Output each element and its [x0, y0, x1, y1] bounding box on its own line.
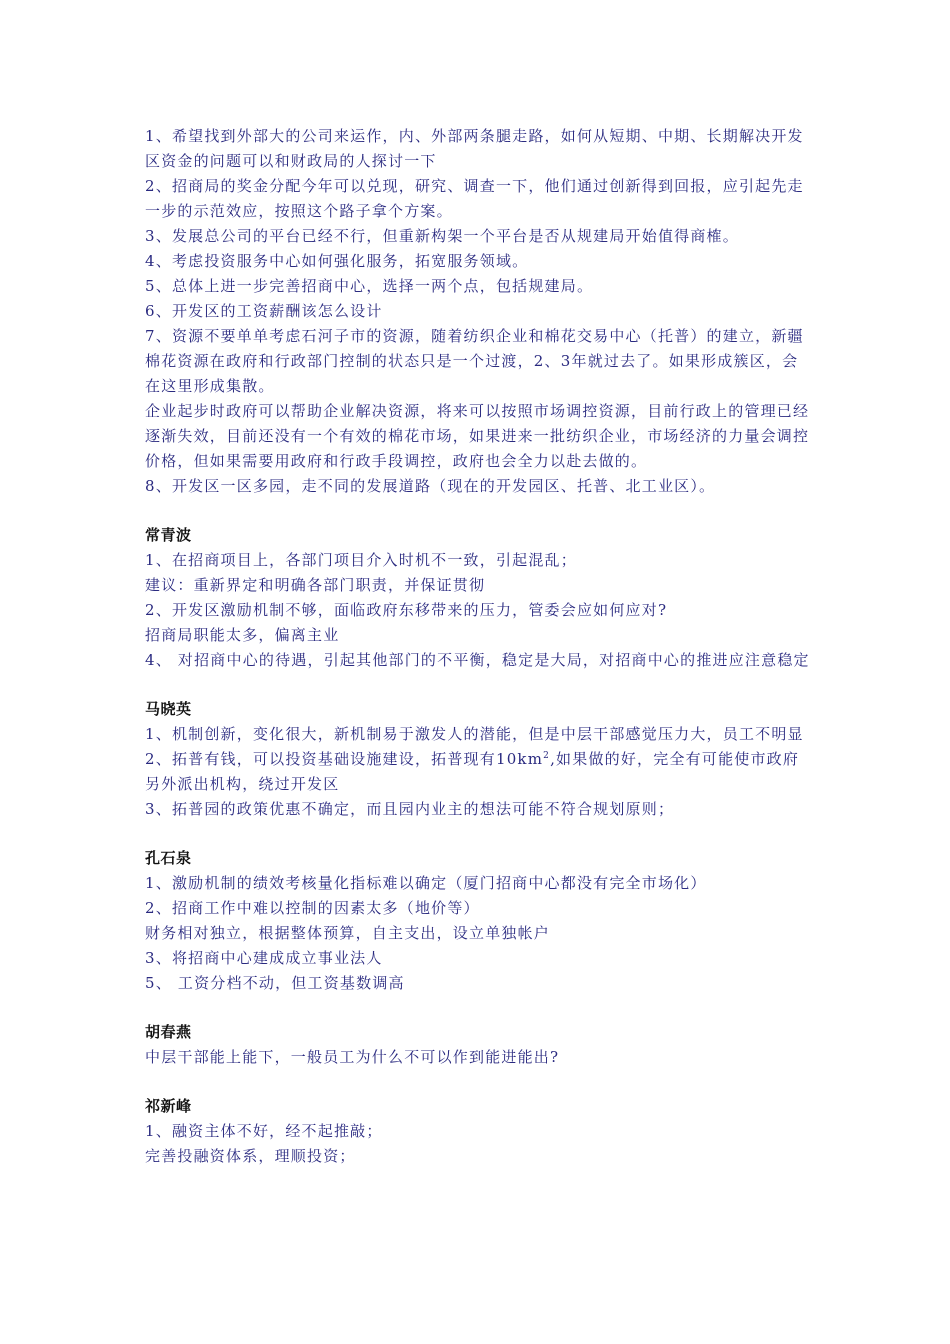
hu-line-1: 中层干部能上能下，一般员工为什么不可以作到能进能出?: [145, 1048, 560, 1066]
ma-line-1: 1、机制创新，变化很大，新机制易于激发人的潜能，但是中层干部感觉压力大，员工不明显: [145, 725, 804, 743]
speaker-heading-hu: 胡春燕: [145, 1023, 192, 1041]
ma-line-3: 3、拓普园的政策优惠不确定，而且园内业主的想法可能不符合规划原则；: [145, 800, 675, 818]
qi-line-2: 完善投融资体系，理顺投资；: [145, 1147, 356, 1165]
intro-item-1: 1、希望找到外部大的公司来运作，内、外部两条腿走路，如何从短期、中期、长期解决开发区资金的问题可以和财政局的人探讨一下: [145, 127, 804, 170]
ma-line-2-text-rest: ,如果做的好，完全有可能使市政府另外派出机构，绕过开发区: [145, 750, 800, 793]
intro-item-5: 5、总体上进一步完善招商中心，选择一两个点，包括规建局。: [145, 277, 594, 295]
intro-item-2: 2、招商局的奖金分配今年可以兑现，研究、调查一下，他们通过创新得到回报，应引起先走一步的示范效应，按照这个路子拿个方案。: [145, 177, 804, 220]
document-body: [145, 124, 811, 1169]
intro-item-4: 4、考虑投资服务中心如何强化服务，拓宽服务领域。: [145, 252, 529, 270]
ma-line-2-text: 2、拓普有钱，可以投资基础设施建设，拓普现有10km: [145, 750, 544, 768]
intro-item-7-continued: 企业起步时政府可以帮助企业解决资源，将来可以按照市场调控资源，目前行政上的管理已经逐渐失效，目前还没有一个有效的棉花市场，如果进来一批纺织企业，市场经济的力量会调控价格，但如果需要用政府和行政手段调控，政府也会全力以赴去做的。: [145, 402, 810, 470]
intro-item-8: 8、开发区一区多园，走不同的发展道路（现在的开发园区、托普、北工业区）。: [145, 477, 716, 495]
kong-line-4: 3、将招商中心建成成立事业法人: [145, 949, 383, 967]
superscript-2: 2: [543, 751, 551, 761]
intro-item-7: 7、资源不要单单考虑石河子市的资源，随着纺织企业和棉花交易中心（托普）的建立，新疆棉花资源在政府和行政部门控制的状态只是一个过渡，2、3年就过去了。如果形成簇区，会在这里形成集散。: [145, 327, 804, 395]
section-gap: [145, 996, 811, 1020]
speaker-heading-ma: 马晓英: [145, 700, 192, 718]
chang-line-4: 招商局职能太多，偏离主业: [145, 626, 340, 644]
chang-line-1: 1、在招商项目上，各部门项目介入时机不一致，引起混乱；: [145, 551, 577, 569]
section-gap: [145, 822, 811, 846]
speaker-heading-qi: 祁新峰: [145, 1097, 192, 1115]
section-gap: [145, 673, 811, 697]
chang-line-3: 2、开发区激励机制不够，面临政府东移带来的压力，管委会应如何应对?: [145, 601, 668, 619]
section-gap: [145, 1070, 811, 1094]
speaker-heading-kong: 孔石泉: [145, 849, 192, 867]
ma-line-2: [145, 747, 811, 797]
speaker-heading-chang: 常青波: [145, 526, 192, 544]
intro-item-6: 6、开发区的工资薪酬该怎么设计: [145, 302, 383, 320]
kong-line-1: 1、激励机制的绩效考核量化指标难以确定（厦门招商中心都没有完全市场化）: [145, 874, 707, 892]
intro-item-3: 3、发展总公司的平台已经不行，但重新构架一个平台是否从规建局开始值得商榷。: [145, 227, 739, 245]
section-gap: [145, 499, 811, 523]
chang-line-2: 建议：重新界定和明确各部门职责，并保证贯彻: [145, 576, 486, 594]
kong-line-3: 财务相对独立，根据整体预算，自主支出，设立单独帐户: [145, 924, 551, 942]
qi-line-1: 1、融资主体不好，经不起推敲；: [145, 1122, 383, 1140]
kong-line-5: 5、 工资分档不动，但工资基数调高: [145, 974, 405, 992]
kong-line-2: 2、招商工作中难以控制的因素太多（地价等）: [145, 899, 480, 917]
chang-line-5: 4、 对招商中心的待遇，引起其他部门的不平衡，稳定是大局，对招商中心的推进应注意稳定: [145, 651, 810, 669]
